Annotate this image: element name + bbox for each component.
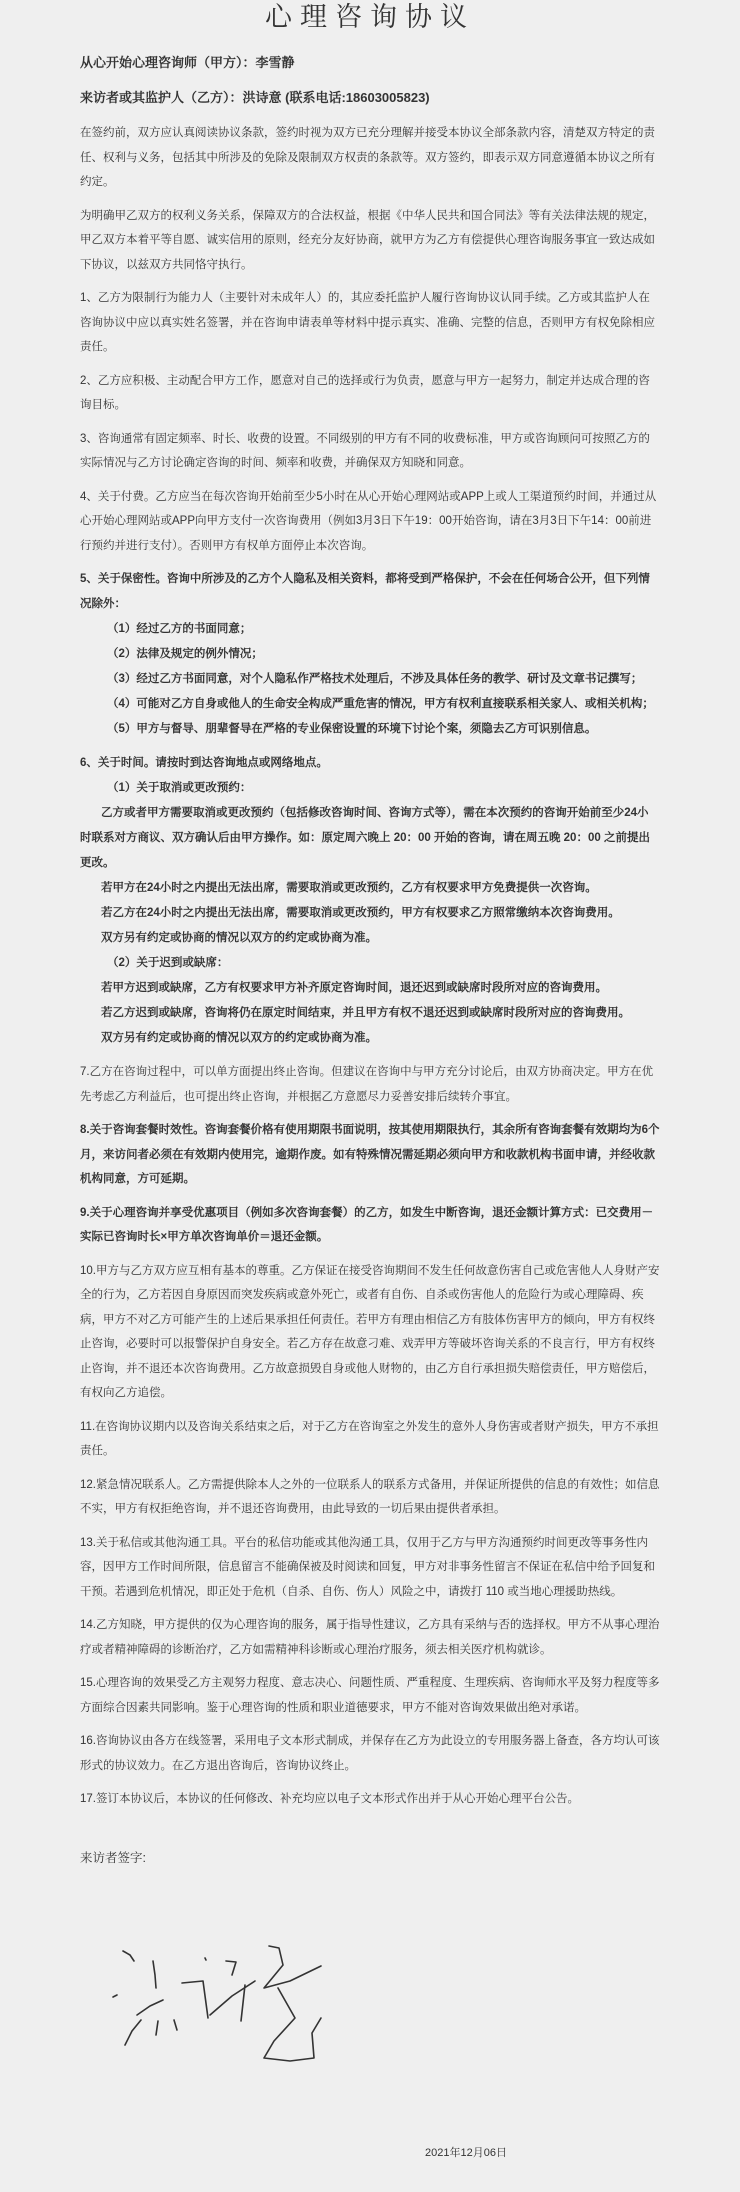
clause-8: 8.关于咨询套餐时效性。咨询套餐价格有使用期限书面说明，按其使用期限执行，其余所有咨询套餐有效期均为6个月，来访问者必须在有效期内使用完，逾期作废。如有特殊情况需延期必须向甲方和收款机构书面申请，并经收款机构同意，方可延期。 <box>80 1124 660 1185</box>
clause-5-sub: （5）甲方与督导、朋辈督导在严格的专业保密设置的环境下讨论个案，须隐去乙方可识别信息。 <box>107 723 597 735</box>
clause-3: 3、咨询通常有固定频率、时长、收费的设置。不同级别的甲方有不同的收费标准，甲方或咨询顾问可按照乙方的实际情况与乙方讨论确定咨询的时间、频率和收费，并确保双方知晓和同意。 <box>80 432 650 469</box>
clause-6-sub2-title: （2）关于迟到或缺席： <box>107 957 229 969</box>
clause-6-sub1-title: （1）关于取消或更改预约： <box>107 782 252 794</box>
party-b: 来访者或其监护人（乙方）：洪诗意 (联系电话:18603005823) <box>80 90 430 105</box>
clause-1: 1、乙方为限制行为能力人（主要针对未成年人）的，其应委托监护人履行咨询协议认同手续。乙方或其监护人在咨询协议中应以真实姓名签署，并在咨询申请表单等材料中提示真实、准确、完整的信息，否则甲方有权免除相应责任。 <box>80 292 655 353</box>
clause-5-sub: （1）经过乙方的书面同意； <box>107 623 252 635</box>
clause-6-sub1-line: 若乙方在24小时之内提出无法出席，需要取消或更改预约，甲方有权要求乙方照常缴纳本次咨询费用。 <box>101 907 620 919</box>
clause-17: 17.签订本协议后，本协议的任何修改、补充均应以电子文本形式作出并于从心开始心理平台公告。 <box>80 1793 579 1805</box>
clause-5-lead: 5、关于保密性。咨询中所涉及的乙方个人隐私及相关资料，都将受到严格保护，不会在任何场合公开，但下列情况除外： <box>80 573 650 610</box>
clause-14: 14.乙方知晓，甲方提供的仅为心理咨询的服务，属于指导性建议，乙方具有采纳与否的选择权。甲方不从事心理治疗或者精神障碍的诊断治疗，乙方如需精神科诊断或心理治疗服务，须去相关医疗机构就诊。 <box>80 1619 660 1656</box>
clause-6-sub2-line: 若甲方迟到或缺席，乙方有权要求甲方补齐原定咨询时间，退还迟到或缺席时段所对应的咨询费用。 <box>101 982 607 994</box>
clause-5 <box>80 567 660 742</box>
clause-16: 16.咨询协议由各方在线签署，采用电子文本形式制成，并保存在乙方为此设立的专用服务器上备查，各方均认可该形式的协议效力。在乙方退出咨询后，咨询协议终止。 <box>80 1735 660 1772</box>
handwritten-signature <box>100 1928 340 2068</box>
party-a: 从心开始心理咨询师（甲方）：李雪静 <box>80 55 295 70</box>
clause-6-sub2-line: 若乙方迟到或缺席，咨询将仍在原定时间结束，并且甲方有权不退还迟到或缺席时段所对应的咨询费用。 <box>101 1007 630 1019</box>
intro-paragraph: 在签约前，双方应认真阅读协议条款，签约时视为双方已充分理解并接受本协议全部条款内容，清楚双方特定的责任、权利与义务，包括其中所涉及的免除及限制双方权责的条款等。双方签约，即表示双方同意遵循本协议之所有约定。 <box>80 127 655 188</box>
clause-6-sub1-line: 双方另有约定或协商的情况以双方的约定或协商为准。 <box>101 932 377 944</box>
signing-date: 2021年12月06日 <box>425 2146 507 2159</box>
clause-6-sub2-line: 双方另有约定或协商的情况以双方的约定或协商为准。 <box>101 1032 377 1044</box>
clause-6-lead: 6、关于时间。请按时到达咨询地点或网络地点。 <box>80 757 328 769</box>
clause-15: 15.心理咨询的效果受乙方主观努力程度、意志决心、问题性质、严重程度、生理疾病、咨询师水平及努力程度等多方面综合因素共同影响。鉴于心理咨询的性质和职业道德要求，甲方不能对咨询效果做出绝对承诺。 <box>80 1677 660 1714</box>
clause-9: 9.关于心理咨询并享受优惠项目（例如多次咨询套餐）的乙方，如发生中断咨询，退还金额计算方式：已交费用－实际已咨询时长×甲方单次咨询单价＝退还金额。 <box>80 1206 654 1243</box>
clause-2: 2、乙方应积极、主动配合甲方工作，愿意对自己的选择或行为负责，愿意与甲方一起努力，制定并达成合理的咨询目标。 <box>80 374 650 411</box>
page-title: 心理咨询协议 <box>265 2 475 32</box>
clause-5-sub: （2）法律及规定的例外情况； <box>107 648 263 660</box>
clause-5-sub: （4）可能对乙方自身或他人的生命安全构成严重危害的情况，甲方有权利直接联系相关家人、或相关机构； <box>107 698 654 710</box>
agreement-body <box>80 51 660 1812</box>
clause-12: 12.紧急情况联系人。乙方需提供除本人之外的一位联系人的联系方式备用，并保证所提供的信息的有效性；如信息不实，甲方有权拒绝咨询，并不退还咨询费用，由此导致的一切后果由提供者承担。 <box>80 1478 660 1515</box>
clause-11: 11.在咨询协议期内以及咨询关系结束之后，对于乙方在咨询室之外发生的意外人身伤害或者财产损失，甲方不承担责任。 <box>80 1420 659 1457</box>
intro-paragraph: 为明确甲乙双方的权利义务关系，保障双方的合法权益，根据《中华人民共和国合同法》等有关法律法规的规定，甲乙双方本着平等自愿、诚实信用的原则，经充分友好协商，就甲方为乙方有偿提供心理咨询服务事宜一致达成如下协议，以兹双方共同恪守执行。 <box>80 209 655 271</box>
clause-13: 13.关于私信或其他沟通工具。平台的私信功能或其他沟通工具，仅用于乙方与甲方沟通预约时间更改等事务性内容，因甲方工作时间所限，信息留言不能确保被及时阅读和回复，甲方对非事务性留言不保证在私信中给予回复和干预。若遇到危机情况，即正处于危机（自杀、自伤、伤人）风险之中，请拨打 110 或当地心理援助热线。 <box>80 1536 655 1598</box>
signature-label: 来访者签字: <box>80 1850 146 1865</box>
clause-6-sub1-line: 若甲方在24小时之内提出无法出席，需要取消或更改预约，乙方有权要求甲方免费提供一次咨询。 <box>101 882 597 894</box>
clause-7: 7.乙方在咨询过程中，可以单方面提出终止咨询。但建议在咨询中与甲方充分讨论后，由双方协商决定。甲方在优先考虑乙方利益后，也可提出终止咨询，并根据乙方意愿尽力妥善安排后续转介事宜。 <box>80 1066 654 1103</box>
clause-6 <box>80 751 660 1051</box>
clause-6-sub1-body: 乙方或者甲方需要取消或更改预约（包括修改咨询时间、咨询方式等），需在本次预约的咨询开始前至少24小时联系对方商议、双方确认后由甲方操作。如：原定周六晚上 20：00 开始的咨询，请在周五晚 20：00 之前提出更改。 <box>80 807 650 869</box>
clause-4: 4、关于付费。乙方应当在每次咨询开始前至少5小时在从心开始心理网站或APP上或人工渠道预约时间，并通过从心开始心理网站或APP向甲方支付一次咨询费用（例如3月3日下午19：00开始咨询，请在3月3日下午14：00前进行预约并进行支付）。否则甲方有权单方面停止本次咨询。 <box>80 490 657 552</box>
clause-10: 10.甲方与乙方双方应互相有基本的尊重。乙方保证在接受咨询期间不发生任何故意伤害自己或危害他人人身财产安全的行为，乙方若因自身原因而突发疾病或意外死亡，或者有自伤、自杀或伤害他人的危险行为或心理障碍、疾病，甲方不对乙方可能产生的上述后果承担任何责任。若甲方有理由相信乙方有肢体伤害甲方的倾向，甲方有权终止咨询，必要时可以报警保护自身安全。若乙方存在故意刁难、戏弄甲方等破坏咨询关系的不良言行，甲方有权终止咨询，并不退还本次咨询费用。乙方故意损毁自身或他人财物的，由乙方自行承担损失赔偿责任，甲方赔偿后，有权向乙方追偿。 <box>80 1264 660 1399</box>
signature-section <box>0 1846 740 2192</box>
clause-5-sub: （3）经过乙方书面同意，对个人隐私作严格技术处理后，不涉及具体任务的教学、研讨及文章书记撰写； <box>107 673 643 685</box>
